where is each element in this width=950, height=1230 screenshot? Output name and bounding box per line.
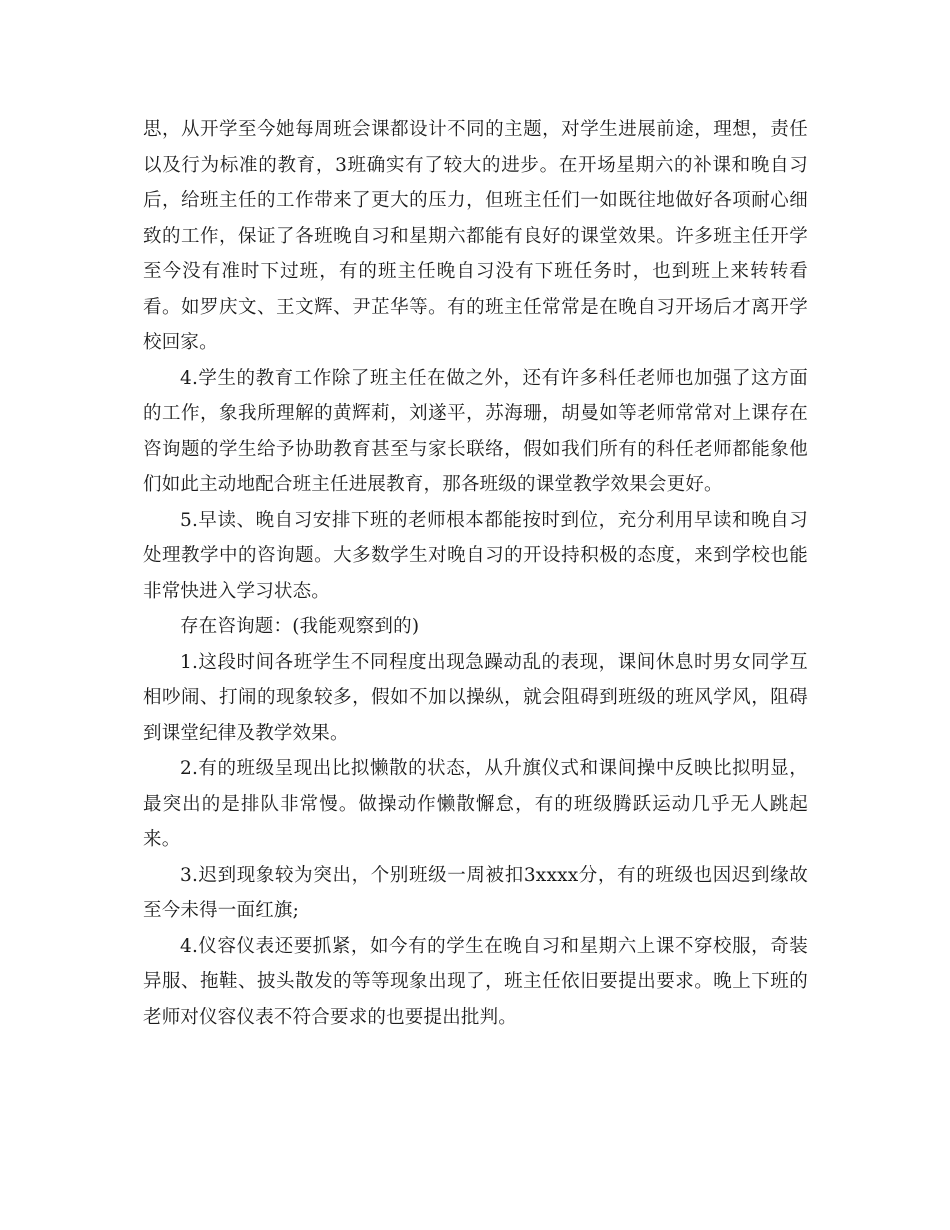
document-body bbox=[143, 112, 808, 1035]
paragraph-problem-3: 3.迟到现象较为突出，个别班级一周被扣3xxxx分，有的班级也因迟到缘故至今未得一面红旗; bbox=[143, 864, 808, 921]
section-heading-problems: 存在咨询题：(我能观察到的) bbox=[180, 616, 420, 637]
paragraph-continuation: 思，从开学至今她每周班会课都设计不同的主题，对学生进展前途，理想，责任以及行为标准的教育，3班确实有了较大的进步。在开场星期六的补课和晚自习后，给班主任的工作带来了更大的压力，但班主任们一如既往地做好各项耐心细致的工作，保证了各班晚自习和星期六都能有良好的课堂效果。许多班主任开学至今没有准时下过班，有的班主任晚自习没有下班任务时，也到班上来转转看看。如罗庆文、王文辉、尹芷华等。有的班主任常常是在晚自习开场后才离开学校回家。 bbox=[143, 119, 808, 353]
paragraph-item-4: 4.学生的教育工作除了班主任在做之外，还有许多科任老师也加强了这方面的工作，象我所理解的黄辉莉，刘遂平，苏海珊，胡曼如等老师常常对上课存在咨询题的学生给予协助教育甚至与家长联络，假如我们所有的科任老师都能象他们如此主动地配合班主任进展教育，那各班级的课堂教学效果会更好。 bbox=[143, 367, 808, 495]
paragraph-problem-1: 1.这段时间各班学生不同程度出现急躁动乱的表现，课间休息时男女同学互相吵闹、打闹的现象较多，假如不加以操纵，就会阻碍到班级的班风学风，阻碍到课堂纪律及教学效果。 bbox=[143, 651, 808, 744]
paragraph-problem-2: 2.有的班级呈现出比拟懒散的状态，从升旗仪式和课间操中反映比拟明显，最突出的是排队非常慢。做操动作懒散懈怠，有的班级腾跃运动几乎无人跳起来。 bbox=[143, 758, 808, 850]
paragraph-item-5: 5.早读、晚自习安排下班的老师根本都能按时到位，充分利用早读和晚自习处理教学中的咨询题。大多数学生对晚自习的开设持积极的态度，来到学校也能非常快进入学习状态。 bbox=[143, 509, 808, 602]
paragraph-problem-4: 4.仪容仪表还要抓紧，如今有的学生在晚自习和星期六上课不穿校服，奇装异服、拖鞋、披头散发的等等现象出现了，班主任依旧要提出要求。晚上下班的老师对仪容仪表不符合要求的也要提出批判。 bbox=[143, 935, 808, 1028]
